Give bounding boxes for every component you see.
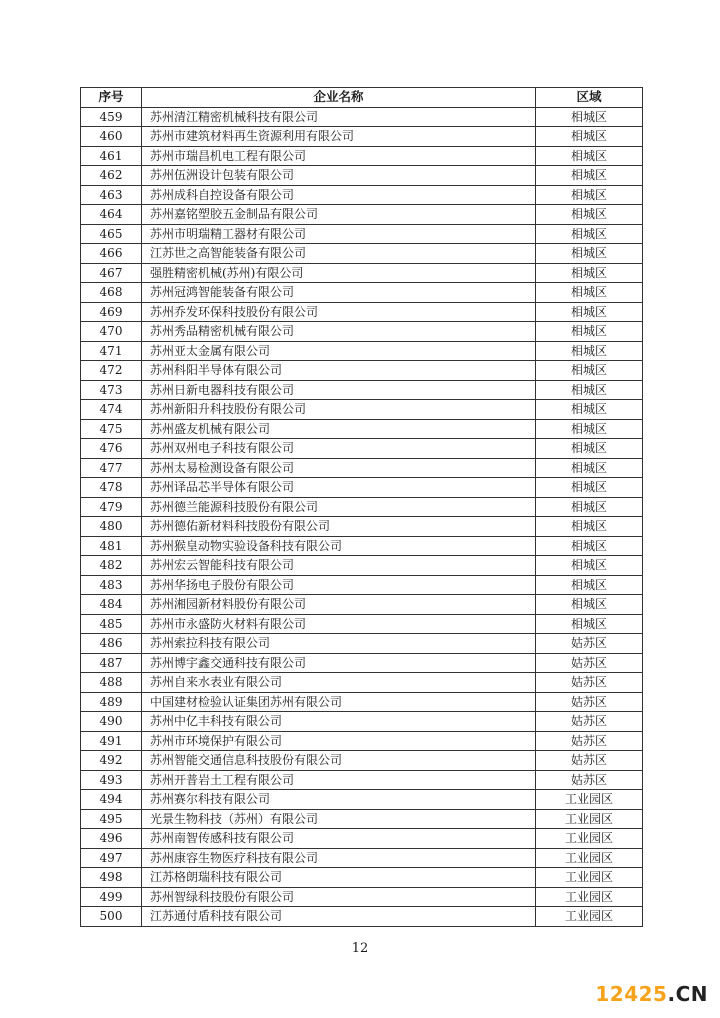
cell-no: 489 [81, 692, 142, 712]
cell-company-name: 苏州德佑新材料科技股份有限公司 [142, 517, 536, 537]
table-row [81, 439, 643, 459]
cell-area: 相城区 [536, 400, 643, 420]
cell-company-name: 苏州市明瑞精工器材有限公司 [142, 224, 536, 244]
cell-area: 工业园区 [536, 868, 643, 888]
cell-company-name: 苏州太易检测设备有限公司 [142, 458, 536, 478]
cell-no: 476 [81, 439, 142, 459]
table-row [81, 322, 643, 342]
cell-company-name: 苏州成科自控设备有限公司 [142, 185, 536, 205]
cell-company-name: 苏州嘉铭塑胶五金制品有限公司 [142, 205, 536, 225]
cell-area: 姑苏区 [536, 692, 643, 712]
cell-company-name: 苏州自来水表业有限公司 [142, 673, 536, 693]
cell-area: 相城区 [536, 302, 643, 322]
cell-no: 459 [81, 107, 142, 127]
cell-area: 相城区 [536, 556, 643, 576]
cell-no: 469 [81, 302, 142, 322]
cell-no: 495 [81, 809, 142, 829]
cell-no: 482 [81, 556, 142, 576]
cell-no: 497 [81, 848, 142, 868]
table-row [81, 244, 643, 264]
cell-area: 相城区 [536, 497, 643, 517]
table-row [81, 634, 643, 654]
table-row [81, 283, 643, 303]
table-row [81, 263, 643, 283]
table-row [81, 341, 643, 361]
cell-no: 468 [81, 283, 142, 303]
cell-no: 483 [81, 575, 142, 595]
cell-area: 相城区 [536, 478, 643, 498]
table-row [81, 478, 643, 498]
cell-no: 474 [81, 400, 142, 420]
cell-no: 493 [81, 770, 142, 790]
cell-company-name: 苏州智能交通信息科技股份有限公司 [142, 751, 536, 771]
cell-area: 姑苏区 [536, 770, 643, 790]
cell-company-name: 苏州科阳半导体有限公司 [142, 361, 536, 381]
cell-no: 491 [81, 731, 142, 751]
cell-company-name: 苏州中亿丰科技有限公司 [142, 712, 536, 732]
cell-area: 姑苏区 [536, 751, 643, 771]
cell-company-name: 苏州开普岩土工程有限公司 [142, 770, 536, 790]
cell-company-name: 苏州市建筑材料再生资源利用有限公司 [142, 127, 536, 147]
table-row [81, 614, 643, 634]
cell-no: 463 [81, 185, 142, 205]
cell-area: 相城区 [536, 224, 643, 244]
cell-no: 478 [81, 478, 142, 498]
header-no: 序号 [81, 88, 142, 108]
cell-no: 460 [81, 127, 142, 147]
table-row [81, 458, 643, 478]
header-area: 区域 [536, 88, 643, 108]
cell-no: 499 [81, 887, 142, 907]
table-row [81, 224, 643, 244]
cell-no: 471 [81, 341, 142, 361]
cell-company-name: 苏州智绿科技股份有限公司 [142, 887, 536, 907]
cell-company-name: 苏州宏云智能科技有限公司 [142, 556, 536, 576]
watermark-digits: 12425 [595, 982, 668, 1006]
cell-area: 相城区 [536, 205, 643, 225]
cell-no: 475 [81, 419, 142, 439]
cell-area: 相城区 [536, 361, 643, 381]
table-row [81, 361, 643, 381]
cell-company-name: 中国建材检验认证集团苏州有限公司 [142, 692, 536, 712]
cell-no: 488 [81, 673, 142, 693]
table-row [81, 146, 643, 166]
table-row [81, 887, 643, 907]
cell-company-name: 苏州赛尔科技有限公司 [142, 790, 536, 810]
cell-no: 484 [81, 595, 142, 615]
cell-area: 工业园区 [536, 829, 643, 849]
cell-company-name: 苏州德兰能源科技股份有限公司 [142, 497, 536, 517]
table-row [81, 536, 643, 556]
cell-company-name: 苏州秀品精密机械有限公司 [142, 322, 536, 342]
cell-company-name: 苏州华扬电子股份有限公司 [142, 575, 536, 595]
cell-no: 472 [81, 361, 142, 381]
cell-area: 工业园区 [536, 907, 643, 927]
table-row [81, 868, 643, 888]
table-row [81, 770, 643, 790]
cell-no: 481 [81, 536, 142, 556]
cell-area: 相城区 [536, 263, 643, 283]
cell-no: 480 [81, 517, 142, 537]
table-row [81, 205, 643, 225]
header-name: 企业名称 [142, 88, 536, 108]
cell-area: 相城区 [536, 380, 643, 400]
cell-area: 相城区 [536, 185, 643, 205]
cell-no: 486 [81, 634, 142, 654]
cell-no: 500 [81, 907, 142, 927]
cell-company-name: 苏州康容生物医疗科技有限公司 [142, 848, 536, 868]
cell-area: 相城区 [536, 146, 643, 166]
cell-company-name: 苏州猴皇动物实验设备科技有限公司 [142, 536, 536, 556]
cell-area: 相城区 [536, 107, 643, 127]
cell-area: 姑苏区 [536, 653, 643, 673]
cell-area: 工业园区 [536, 887, 643, 907]
cell-no: 473 [81, 380, 142, 400]
cell-area: 姑苏区 [536, 673, 643, 693]
cell-area: 相城区 [536, 439, 643, 459]
cell-company-name: 苏州市环境保护有限公司 [142, 731, 536, 751]
cell-area: 相城区 [536, 458, 643, 478]
cell-company-name: 苏州市永盛防火材料有限公司 [142, 614, 536, 634]
cell-no: 461 [81, 146, 142, 166]
cell-company-name: 苏州冠鸿智能装备有限公司 [142, 283, 536, 303]
cell-area: 相城区 [536, 322, 643, 342]
table-row [81, 692, 643, 712]
cell-company-name: 江苏世之高智能装备有限公司 [142, 244, 536, 264]
enterprise-table [80, 87, 643, 927]
table-body [81, 107, 643, 926]
table-row [81, 185, 643, 205]
table-row [81, 673, 643, 693]
cell-area: 相城区 [536, 283, 643, 303]
table-row [81, 790, 643, 810]
table-row [81, 107, 643, 127]
cell-company-name: 苏州伍洲设计包装有限公司 [142, 166, 536, 186]
cell-company-name: 苏州新阳升科技股份有限公司 [142, 400, 536, 420]
cell-area: 相城区 [536, 614, 643, 634]
table-row [81, 497, 643, 517]
cell-area: 工业园区 [536, 809, 643, 829]
table-row [81, 380, 643, 400]
cell-company-name: 苏州湘园新材料股份有限公司 [142, 595, 536, 615]
cell-no: 479 [81, 497, 142, 517]
cell-company-name: 强胜精密机械(苏州)有限公司 [142, 263, 536, 283]
cell-area: 相城区 [536, 166, 643, 186]
table-row [81, 575, 643, 595]
cell-company-name: 苏州日新电器科技有限公司 [142, 380, 536, 400]
cell-no: 485 [81, 614, 142, 634]
cell-company-name: 苏州双州电子科技有限公司 [142, 439, 536, 459]
cell-no: 487 [81, 653, 142, 673]
table-row [81, 595, 643, 615]
cell-area: 相城区 [536, 127, 643, 147]
table-row [81, 419, 643, 439]
table-row [81, 166, 643, 186]
table-row [81, 302, 643, 322]
cell-no: 498 [81, 868, 142, 888]
cell-no: 466 [81, 244, 142, 264]
table-row [81, 712, 643, 732]
watermark-suffix: .CN [667, 982, 708, 1006]
cell-company-name: 江苏通付盾科技有限公司 [142, 907, 536, 927]
cell-no: 490 [81, 712, 142, 732]
cell-area: 姑苏区 [536, 731, 643, 751]
cell-area: 相城区 [536, 244, 643, 264]
cell-area: 姑苏区 [536, 634, 643, 654]
cell-no: 467 [81, 263, 142, 283]
table-row [81, 848, 643, 868]
cell-no: 477 [81, 458, 142, 478]
table-row [81, 517, 643, 537]
cell-company-name: 光景生物科技（苏州）有限公司 [142, 809, 536, 829]
cell-company-name: 苏州盛友机械有限公司 [142, 419, 536, 439]
cell-area: 工业园区 [536, 848, 643, 868]
table-row [81, 907, 643, 927]
cell-company-name: 苏州清江精密机械科技有限公司 [142, 107, 536, 127]
cell-no: 470 [81, 322, 142, 342]
cell-no: 462 [81, 166, 142, 186]
cell-area: 相城区 [536, 595, 643, 615]
cell-company-name: 苏州译品芯半导体有限公司 [142, 478, 536, 498]
cell-no: 492 [81, 751, 142, 771]
page-number: 12 [351, 941, 369, 956]
cell-company-name: 苏州博宇鑫交通科技有限公司 [142, 653, 536, 673]
cell-area: 相城区 [536, 536, 643, 556]
cell-company-name: 苏州市瑞昌机电工程有限公司 [142, 146, 536, 166]
table-row [81, 556, 643, 576]
cell-no: 494 [81, 790, 142, 810]
table-header-row [81, 88, 643, 108]
table-row [81, 731, 643, 751]
table-row [81, 127, 643, 147]
cell-company-name: 苏州乔发环保科技股份有限公司 [142, 302, 536, 322]
table-row [81, 751, 643, 771]
table-row [81, 653, 643, 673]
cell-company-name: 苏州索拉科技有限公司 [142, 634, 536, 654]
table-row [81, 809, 643, 829]
site-watermark [595, 982, 708, 1006]
cell-area: 姑苏区 [536, 712, 643, 732]
cell-area: 工业园区 [536, 790, 643, 810]
cell-area: 相城区 [536, 517, 643, 537]
cell-area: 相城区 [536, 419, 643, 439]
table-row [81, 829, 643, 849]
cell-company-name: 江苏格朗瑞科技有限公司 [142, 868, 536, 888]
cell-no: 465 [81, 224, 142, 244]
cell-area: 相城区 [536, 341, 643, 361]
cell-no: 496 [81, 829, 142, 849]
table-row [81, 400, 643, 420]
cell-area: 相城区 [536, 575, 643, 595]
cell-company-name: 苏州亚太金属有限公司 [142, 341, 536, 361]
cell-no: 464 [81, 205, 142, 225]
cell-company-name: 苏州南智传感科技有限公司 [142, 829, 536, 849]
